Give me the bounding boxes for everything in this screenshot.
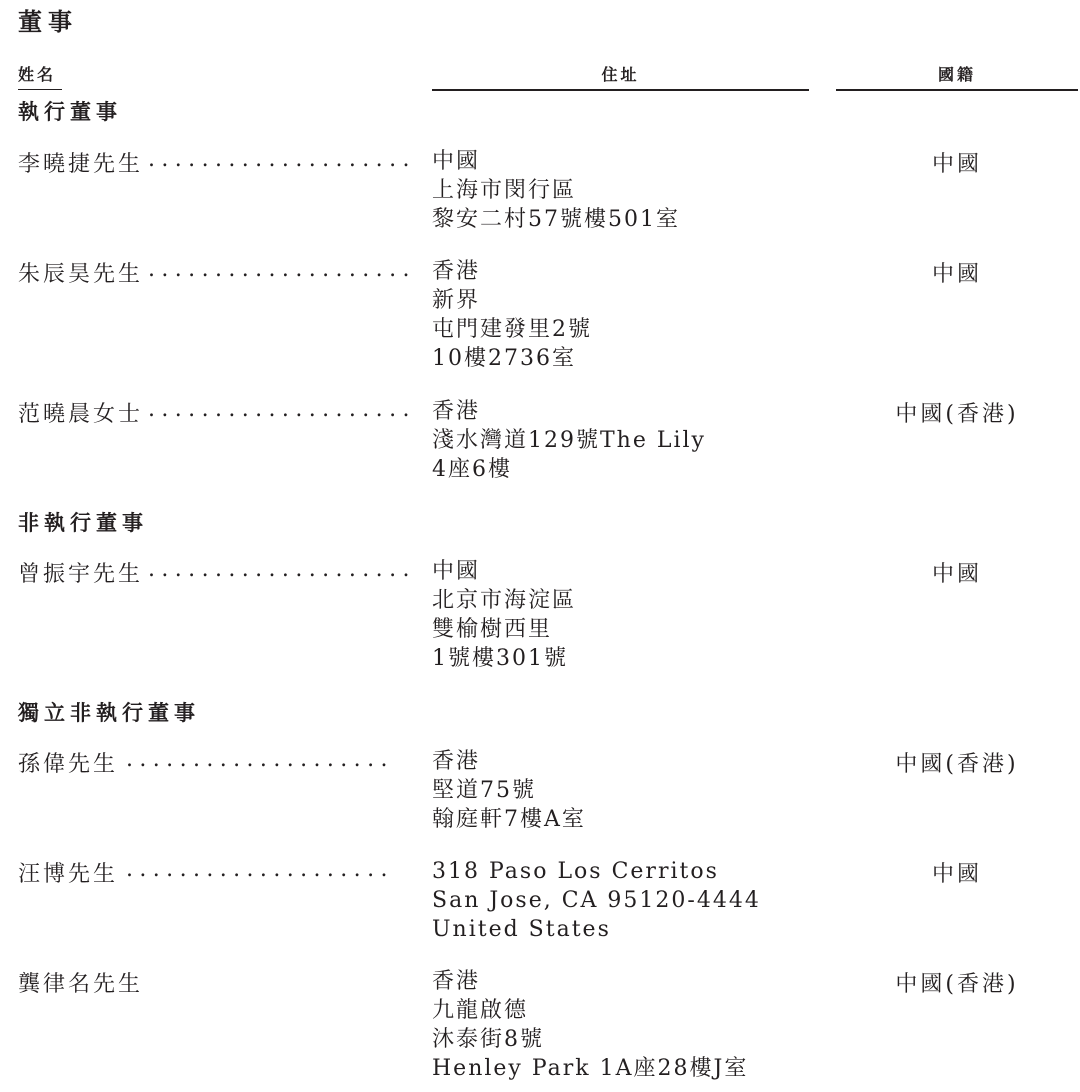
director-address xyxy=(432,747,832,834)
address-line: 雙榆樹西里 xyxy=(432,617,553,642)
director-nationality: 中國 xyxy=(931,262,982,287)
director-nationality: 中國 xyxy=(931,562,982,587)
director-name: 范曉晨女士 xyxy=(18,402,144,427)
address-line: 香港 xyxy=(432,399,481,424)
address-line: Henley Park 1A座28樓J室 xyxy=(432,1056,749,1081)
director-address xyxy=(432,557,832,673)
address-line: 新界 xyxy=(432,288,481,313)
address-line: 九龍啟德 xyxy=(432,998,529,1023)
address-line: 上海市閔行區 xyxy=(432,178,577,203)
address-line: 中國 xyxy=(432,149,481,174)
director-nationality: 中國 xyxy=(931,152,982,177)
section-heading-executive: 執行董事 xyxy=(18,99,122,124)
address-line: 堅道75號 xyxy=(432,778,536,803)
director-name: 朱辰昊先生 xyxy=(18,262,144,287)
director-address xyxy=(432,147,832,234)
director-name: 孫偉先生 xyxy=(18,752,119,777)
address-line: 318 Paso Los Cerritos xyxy=(432,859,719,884)
page-title: 董事 xyxy=(18,7,78,36)
director-nationality: 中國(香港) xyxy=(895,752,1019,777)
director-address xyxy=(432,257,832,373)
column-header-name: 姓名 xyxy=(18,65,57,84)
address-line: 北京市海淀區 xyxy=(432,588,577,613)
director-address xyxy=(432,397,832,484)
leader-dots: .................... xyxy=(126,857,394,882)
address-line: San Jose, CA 95120-4444 xyxy=(432,888,761,913)
address-line: 香港 xyxy=(432,969,481,994)
address-line: 1號樓301號 xyxy=(432,646,568,671)
address-line: 翰庭軒7樓A室 xyxy=(432,807,586,832)
address-line: 中國 xyxy=(432,559,481,584)
address-line: 10樓2736室 xyxy=(432,346,576,371)
name-header-underline xyxy=(18,89,62,90)
address-line: 淺水灣道129號The Lily xyxy=(432,428,706,453)
address-line: United States xyxy=(432,917,611,942)
director-name: 曾振宇先生 xyxy=(18,562,144,587)
address-line: 屯門建發里2號 xyxy=(432,317,592,342)
nationality-header-underline xyxy=(836,89,1078,91)
leader-dots: .................... xyxy=(148,257,416,282)
address-line: 沐泰街8號 xyxy=(432,1027,544,1052)
leader-dots: .................... xyxy=(148,147,416,172)
leader-dots: .................... xyxy=(126,747,394,772)
section-heading-non-executive: 非執行董事 xyxy=(18,510,148,535)
director-address xyxy=(432,857,832,944)
director-nationality: 中國(香港) xyxy=(895,402,1019,427)
address-line: 香港 xyxy=(432,259,481,284)
director-name: 龔律名先生 xyxy=(18,972,144,997)
address-line: 黎安二村57號樓501室 xyxy=(432,207,680,232)
section-heading-independent-non-executive: 獨立非執行董事 xyxy=(18,700,200,725)
director-name: 汪博先生 xyxy=(18,862,119,887)
address-line: 香港 xyxy=(432,749,481,774)
director-name: 李曉捷先生 xyxy=(18,152,144,177)
leader-dots: .................... xyxy=(148,397,416,422)
leader-dots: .................... xyxy=(148,557,416,582)
column-header-nationality: 國籍 xyxy=(937,65,976,84)
director-nationality: 中國(香港) xyxy=(895,972,1019,997)
director-address xyxy=(432,967,832,1083)
address-line: 4座6樓 xyxy=(432,457,512,482)
column-header-address: 住址 xyxy=(601,65,640,84)
director-nationality: 中國 xyxy=(931,862,982,887)
address-header-underline xyxy=(432,89,809,91)
